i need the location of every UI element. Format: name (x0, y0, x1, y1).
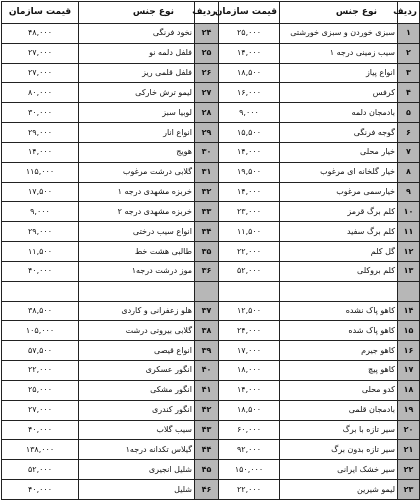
item-price-right: ۱۴,۰۰۰ (219, 142, 280, 162)
row-index-right: ۱۴ (398, 301, 420, 321)
row-index-right: ۱۷ (398, 361, 420, 381)
item-name-right: کاهو جیرم (280, 341, 398, 361)
item-price-right: ۱۵,۵۰۰ (219, 123, 280, 143)
item-name-left: انگور مشکی (79, 380, 195, 400)
item-price-left: ۲۷,۰۰۰ (2, 43, 79, 63)
header-name-right: نوع جنس (280, 2, 398, 24)
item-price-left: ۱۱,۵۰۰ (2, 242, 79, 262)
row-index-right: ۱ (398, 24, 420, 44)
row-index-right: ۲ (398, 43, 420, 63)
item-name-right: بادمجان قلمی (280, 400, 398, 420)
row-index-left: ۲۶ (195, 63, 219, 83)
row-index-right: ۶ (398, 123, 420, 143)
item-price-right: ۱۵۰,۰۰۰ (219, 460, 280, 480)
row-index-left: ۳۵ (195, 242, 219, 262)
item-price-right: ۲۲,۰۰۰ (219, 480, 280, 500)
table-row (2, 281, 420, 301)
row-index-left: ۴۱ (195, 380, 219, 400)
item-name-left: انواع انار (79, 123, 195, 143)
item-name-left (79, 281, 195, 301)
item-name-right: کلم برگ سفید (280, 222, 398, 242)
header-row (2, 2, 420, 24)
header-price-right: قیمت سازمان (219, 2, 280, 24)
table-row (2, 321, 420, 341)
item-name-left: شلیل انجیری (79, 460, 195, 480)
item-price-right: ۱۹,۵۰۰ (219, 162, 280, 182)
item-price-left (2, 281, 79, 301)
row-index-right: ۲۰ (398, 420, 420, 440)
item-price-left: ۴۰,۰۰۰ (2, 420, 79, 440)
item-price-right: ۱۸,۵۰۰ (219, 63, 280, 83)
header-name-left: نوع جنس (79, 2, 195, 24)
item-name-right: خیارسمی مرغوب (280, 182, 398, 202)
row-index-right: ۹ (398, 182, 420, 202)
item-name-right: خیار محلی (280, 142, 398, 162)
item-name-left: لوبیا سبز (79, 103, 195, 123)
item-price-left: ۱۴,۰۰۰ (2, 142, 79, 162)
item-price-left: ۳۰,۰۰۰ (2, 103, 79, 123)
item-price-left: ۴۰,۰۰۰ (2, 480, 79, 500)
item-name-right: کرفس (280, 83, 398, 103)
item-name-right: گوجه فرنگی (280, 123, 398, 143)
row-index-left: ۴۴ (195, 440, 219, 460)
item-price-right: ۱۸,۵۰۰ (219, 400, 280, 420)
item-name-left: طالبی هشت خط (79, 242, 195, 262)
row-index-left: ۳۸ (195, 321, 219, 341)
table-row (2, 123, 420, 143)
item-price-left: ۲۲,۰۰۰ (2, 361, 79, 381)
item-price-right: ۹,۰۰۰ (219, 103, 280, 123)
row-index-right: ۱۹ (398, 400, 420, 420)
item-price-right: ۱۶,۰۰۰ (219, 83, 280, 103)
table-row (2, 380, 420, 400)
item-price-left: ۳۸,۵۰۰ (2, 301, 79, 321)
item-name-left: گیلاس تکدانه درجه۱ (79, 440, 195, 460)
item-price-left: ۲۹,۰۰۰ (2, 123, 79, 143)
item-name-right: سیر خشک ایرانی (280, 460, 398, 480)
item-price-right: ۱۴,۰۰۰ (219, 43, 280, 63)
item-price-right: ۱۱,۵۰۰ (219, 222, 280, 242)
row-index-left: ۳۴ (195, 222, 219, 242)
item-price-left: ۴۸,۰۰۰ (2, 24, 79, 44)
row-index-left: ۴۶ (195, 480, 219, 500)
row-index-left: ۴۰ (195, 361, 219, 381)
item-price-right: ۲۳,۰۰۰ (219, 202, 280, 222)
price-table (1, 1, 420, 500)
table-row (2, 460, 420, 480)
item-price-left: ۲۷,۰۰۰ (2, 63, 79, 83)
table-row (2, 43, 420, 63)
table-row (2, 202, 420, 222)
row-index-right: ۱۵ (398, 321, 420, 341)
item-name-right: گل کلم (280, 242, 398, 262)
row-index-right: ۱۲ (398, 242, 420, 262)
item-price-right: ۶۰,۰۰۰ (219, 420, 280, 440)
item-name-left: نخود فرنگی (79, 24, 195, 44)
item-name-right: انواع پیاز (280, 63, 398, 83)
item-name-left: گلابی درشت مرغوب (79, 162, 195, 182)
row-index-right (398, 281, 420, 301)
item-name-left: هلو زعفرانی و کاردی (79, 301, 195, 321)
item-price-right: ۱۴,۰۰۰ (219, 182, 280, 202)
item-name-left: شلیل (79, 480, 195, 500)
row-index-right: ۷ (398, 142, 420, 162)
row-index-left: ۳۳ (195, 202, 219, 222)
row-index-right: ۱۳ (398, 261, 420, 281)
header-index-left: ردیف (195, 2, 219, 24)
item-price-right: ۲۵,۰۰۰ (219, 24, 280, 44)
item-name-left: فلفل قلمی ریز (79, 63, 195, 83)
item-name-right: کدو محلی (280, 380, 398, 400)
table-row (2, 242, 420, 262)
table-row (2, 301, 420, 321)
item-name-left: خربزه مشهدی درجه ۱ (79, 182, 195, 202)
row-index-right: ۲۲ (398, 460, 420, 480)
item-name-right: کاهو پیچ (280, 361, 398, 381)
item-name-left: انواع سیب درختی (79, 222, 195, 242)
row-index-left: ۳۰ (195, 142, 219, 162)
row-index-right: ۲۳ (398, 480, 420, 500)
table-row (2, 103, 420, 123)
row-index-left: ۴۵ (195, 460, 219, 480)
row-index-right: ۵ (398, 103, 420, 123)
item-name-left: موز درشت درجه۱ (79, 261, 195, 281)
item-price-right: ۱۲,۵۰۰ (219, 301, 280, 321)
row-index-right: ۲۱ (398, 440, 420, 460)
item-price-left: ۲۷,۰۰۰ (2, 400, 79, 420)
table-row (2, 182, 420, 202)
row-index-left: ۲۷ (195, 83, 219, 103)
row-index-right: ۳ (398, 63, 420, 83)
item-price-right: ۲۴,۰۰۰ (219, 321, 280, 341)
row-index-right: ۱۰ (398, 202, 420, 222)
table-row (2, 361, 420, 381)
item-price-left: ۹,۰۰۰ (2, 202, 79, 222)
item-name-left: انگور کندری (79, 400, 195, 420)
item-price-right: ۲۲,۰۰۰ (219, 242, 280, 262)
item-name-left: سیب گلاب (79, 420, 195, 440)
item-name-right: سیب زمینی درجه ۱ (280, 43, 398, 63)
item-price-left: ۱۰۵,۰۰۰ (2, 321, 79, 341)
item-price-left: ۱۷,۵۰۰ (2, 182, 79, 202)
table-body (2, 24, 420, 500)
row-index-left: ۲۴ (195, 24, 219, 44)
item-name-left: خربزه مشهدی درجه ۲ (79, 202, 195, 222)
table-row (2, 480, 420, 500)
row-index-right: ۴ (398, 83, 420, 103)
row-index-left: ۲۸ (195, 103, 219, 123)
table-row (2, 162, 420, 182)
item-name-left: گلابی بیروتی درشت (79, 321, 195, 341)
item-price-right: ۱۸,۰۰۰ (219, 361, 280, 381)
table-row (2, 341, 420, 361)
table-row (2, 24, 420, 44)
item-price-right: ۱۷,۰۰۰ (219, 341, 280, 361)
item-name-left: فلفل دلمه نو (79, 43, 195, 63)
item-price-left: ۵۲,۰۰۰ (2, 460, 79, 480)
item-price-right: ۹۲,۰۰۰ (219, 440, 280, 460)
table-row (2, 420, 420, 440)
item-price-left: ۱۳۸,۰۰۰ (2, 440, 79, 460)
item-name-right: لیمو شیرین (280, 480, 398, 500)
item-name-right: کاهو پاک نشده (280, 301, 398, 321)
item-name-right: کلم بروکلی (280, 261, 398, 281)
item-price-left: ۲۹,۰۰۰ (2, 222, 79, 242)
item-name-left: هویج (79, 142, 195, 162)
item-price-left: ۱۱۵,۰۰۰ (2, 162, 79, 182)
header-price-left: قیمت سازمان (2, 2, 79, 24)
item-name-right: سیر تازه با برگ (280, 420, 398, 440)
row-index-left: ۳۹ (195, 341, 219, 361)
row-index-left (195, 281, 219, 301)
row-index-left: ۴۲ (195, 400, 219, 420)
item-price-right (219, 281, 280, 301)
row-index-left: ۳۲ (195, 182, 219, 202)
item-name-left: انواع قیصی (79, 341, 195, 361)
row-index-right: ۱۸ (398, 380, 420, 400)
table-row (2, 222, 420, 242)
item-name-left: لیمو ترش خارکی (79, 83, 195, 103)
item-name-right: کاهو پاک شده (280, 321, 398, 341)
row-index-left: ۳۱ (195, 162, 219, 182)
table-row (2, 63, 420, 83)
item-price-right: ۵۲,۰۰۰ (219, 261, 280, 281)
row-index-right: ۱۶ (398, 341, 420, 361)
item-name-right: سیر تازه بدون برگ (280, 440, 398, 460)
item-name-right (280, 281, 398, 301)
row-index-left: ۳۶ (195, 261, 219, 281)
table-row (2, 83, 420, 103)
table-row (2, 400, 420, 420)
table-row (2, 142, 420, 162)
item-price-right: ۱۴,۰۰۰ (219, 380, 280, 400)
item-price-left: ۲۵,۰۰۰ (2, 380, 79, 400)
item-name-left: انگور عسکری (79, 361, 195, 381)
item-price-left: ۴۰,۰۰۰ (2, 261, 79, 281)
item-name-right: خیار گلخانه ای مرغوب (280, 162, 398, 182)
item-price-left: ۸۰,۰۰۰ (2, 83, 79, 103)
row-index-right: ۱۱ (398, 222, 420, 242)
row-index-left: ۲۹ (195, 123, 219, 143)
table-row (2, 440, 420, 460)
item-name-right: بادمجان دلمه (280, 103, 398, 123)
table-row (2, 261, 420, 281)
item-name-right: کلم برگ قرمز (280, 202, 398, 222)
row-index-left: ۳۷ (195, 301, 219, 321)
header-index-right: ردیف (398, 2, 420, 24)
row-index-left: ۴۳ (195, 420, 219, 440)
item-price-left: ۵۷,۵۰۰ (2, 341, 79, 361)
row-index-right: ۸ (398, 162, 420, 182)
row-index-left: ۲۵ (195, 43, 219, 63)
item-name-right: سبزی خوردن و سبزی خورشتی (280, 24, 398, 44)
